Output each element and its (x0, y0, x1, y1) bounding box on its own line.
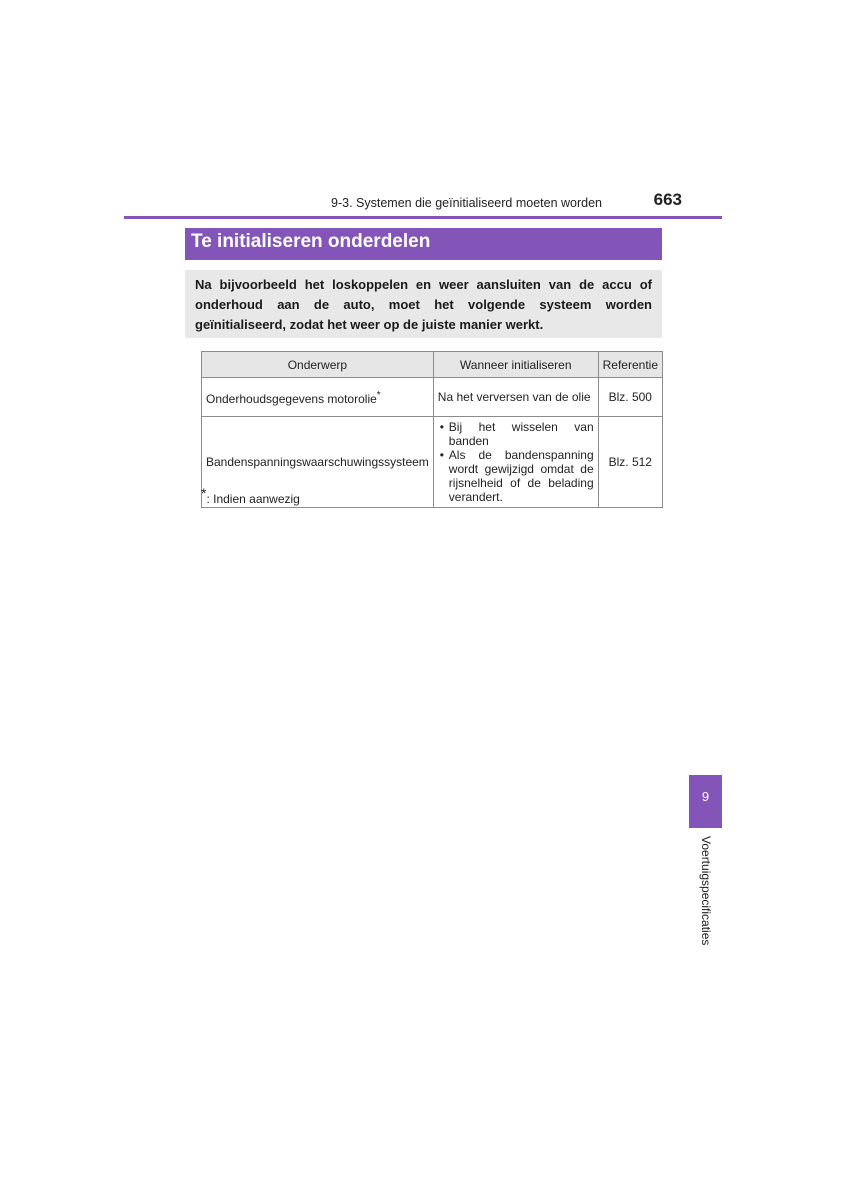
section-reference: 9-3. Systemen die geïnitialiseerd moeten worden (331, 196, 602, 210)
intro-box (185, 270, 662, 338)
row-subject: Onderhoudsgegevens motorolie (206, 391, 377, 406)
footnote (201, 485, 300, 506)
column-header-when: Wanneer initialiseren (433, 352, 598, 378)
column-header-reference: Referentie (598, 352, 662, 378)
running-header (124, 188, 722, 219)
row-subject: Bandenspanningswaarschuwingssysteem (206, 455, 429, 469)
footnote-mark: * (376, 389, 381, 401)
table-header-row (202, 352, 663, 378)
row-reference: Blz. 500 (598, 378, 662, 417)
chapter-number: 9 (701, 789, 710, 804)
when-bullet-list (438, 420, 594, 504)
chapter-label: Voertuigspecificaties (699, 836, 713, 946)
when-bullet-item: • Bij het wisselen van banden (438, 420, 594, 448)
table-row (202, 378, 663, 417)
section-title: Te initialiseren onderdelen (185, 228, 662, 260)
when-bullet-item: • Als de bandenspanning wordt gewijzigd omdat de rijsnelheid of de belading verandert. (438, 448, 594, 504)
row-when-cell (433, 417, 598, 508)
column-header-subject: Onderwerp (202, 352, 434, 378)
chapter-tab[interactable] (689, 775, 722, 828)
row-when-cell (433, 378, 598, 417)
intro-text: Na bijvoorbeeld het loskoppelen en weer aansluiten van de accu of onderhoud aan de auto, moet het volgende systeem worden geïnitialiseerd, zodat het weer op de juiste manier werkt. (195, 277, 652, 332)
footnote-text: : Indien aanwezig (206, 492, 300, 506)
page-number: 663 (653, 190, 682, 209)
row-reference: Blz. 512 (598, 417, 662, 508)
initialization-table (201, 351, 663, 508)
row-when: Na het verversen van de olie (437, 390, 591, 404)
footnote-asterisk: * (201, 485, 207, 501)
row-subject-cell (202, 378, 434, 417)
